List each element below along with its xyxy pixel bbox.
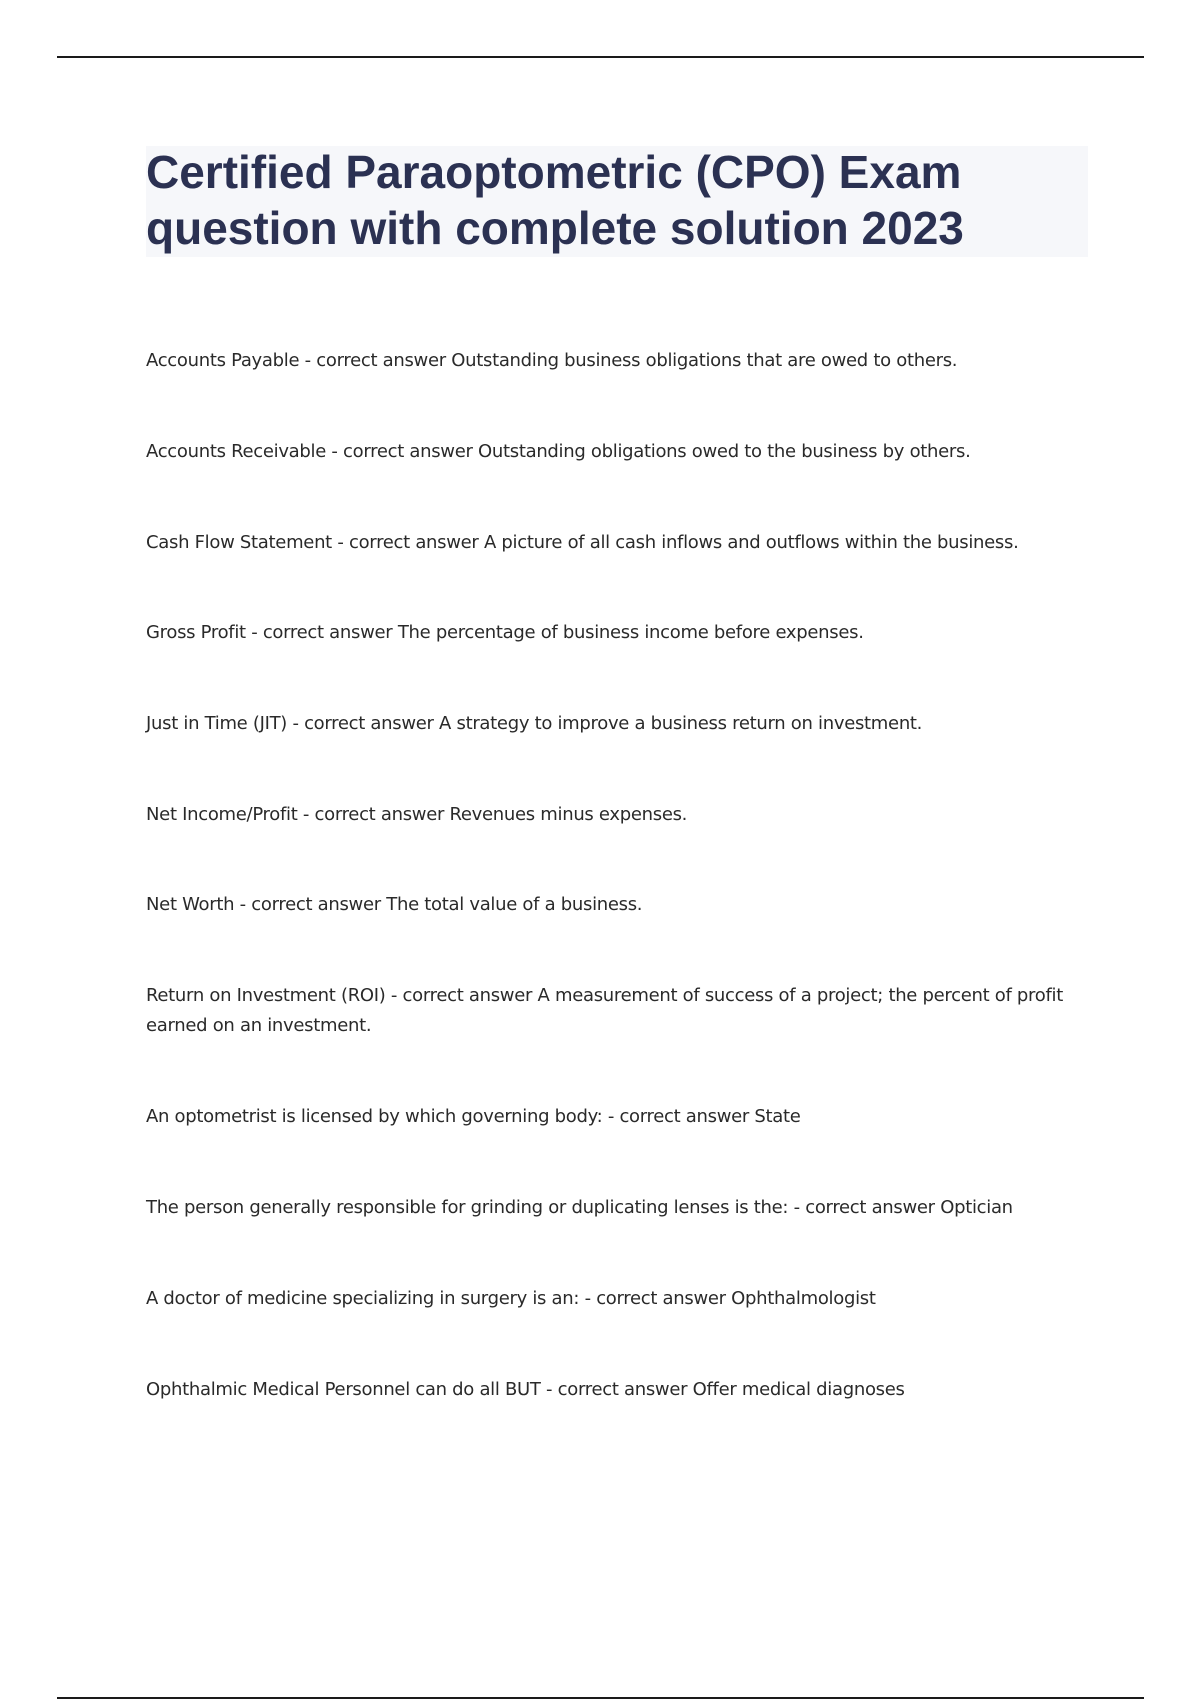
qa-item: Cash Flow Statement - correct answer A picture of all cash inflows and outflows within the business. <box>146 532 1019 553</box>
qa-item: Accounts Receivable - correct answer Outstanding obligations owed to the business by others. <box>146 441 971 462</box>
qa-item: Ophthalmic Medical Personnel can do all BUT - correct answer Offer medical diagnoses <box>146 1379 905 1400</box>
qa-item: The person generally responsible for grinding or duplicating lenses is the: - correct answer Optician <box>146 1197 1013 1218</box>
qa-item: Return on Investment (ROI) - correct answer A measurement of success of a project; the percent of profit earned on an investment. <box>146 985 1063 1036</box>
title-line-2: question with complete solution 2023 <box>146 202 964 254</box>
bottom-rule <box>57 1697 1144 1699</box>
qa-item: Just in Time (JIT) - correct answer A strategy to improve a business return on investment. <box>146 713 923 734</box>
qa-item: An optometrist is licensed by which governing body: - correct answer State <box>146 1106 801 1127</box>
qa-item: Accounts Payable - correct answer Outstanding business obligations that are owed to others. <box>146 350 958 371</box>
title-line-1: Certified Paraoptometric (CPO) Exam <box>146 146 962 198</box>
document-title <box>146 144 1106 256</box>
top-rule <box>57 56 1144 58</box>
qa-item: Net Income/Profit - correct answer Revenues minus expenses. <box>146 804 688 825</box>
qa-item: Net Worth - correct answer The total value of a business. <box>146 894 643 915</box>
qa-item: A doctor of medicine specializing in surgery is an: - correct answer Ophthalmologist <box>146 1288 876 1309</box>
qa-item: Gross Profit - correct answer The percentage of business income before expenses. <box>146 622 864 643</box>
